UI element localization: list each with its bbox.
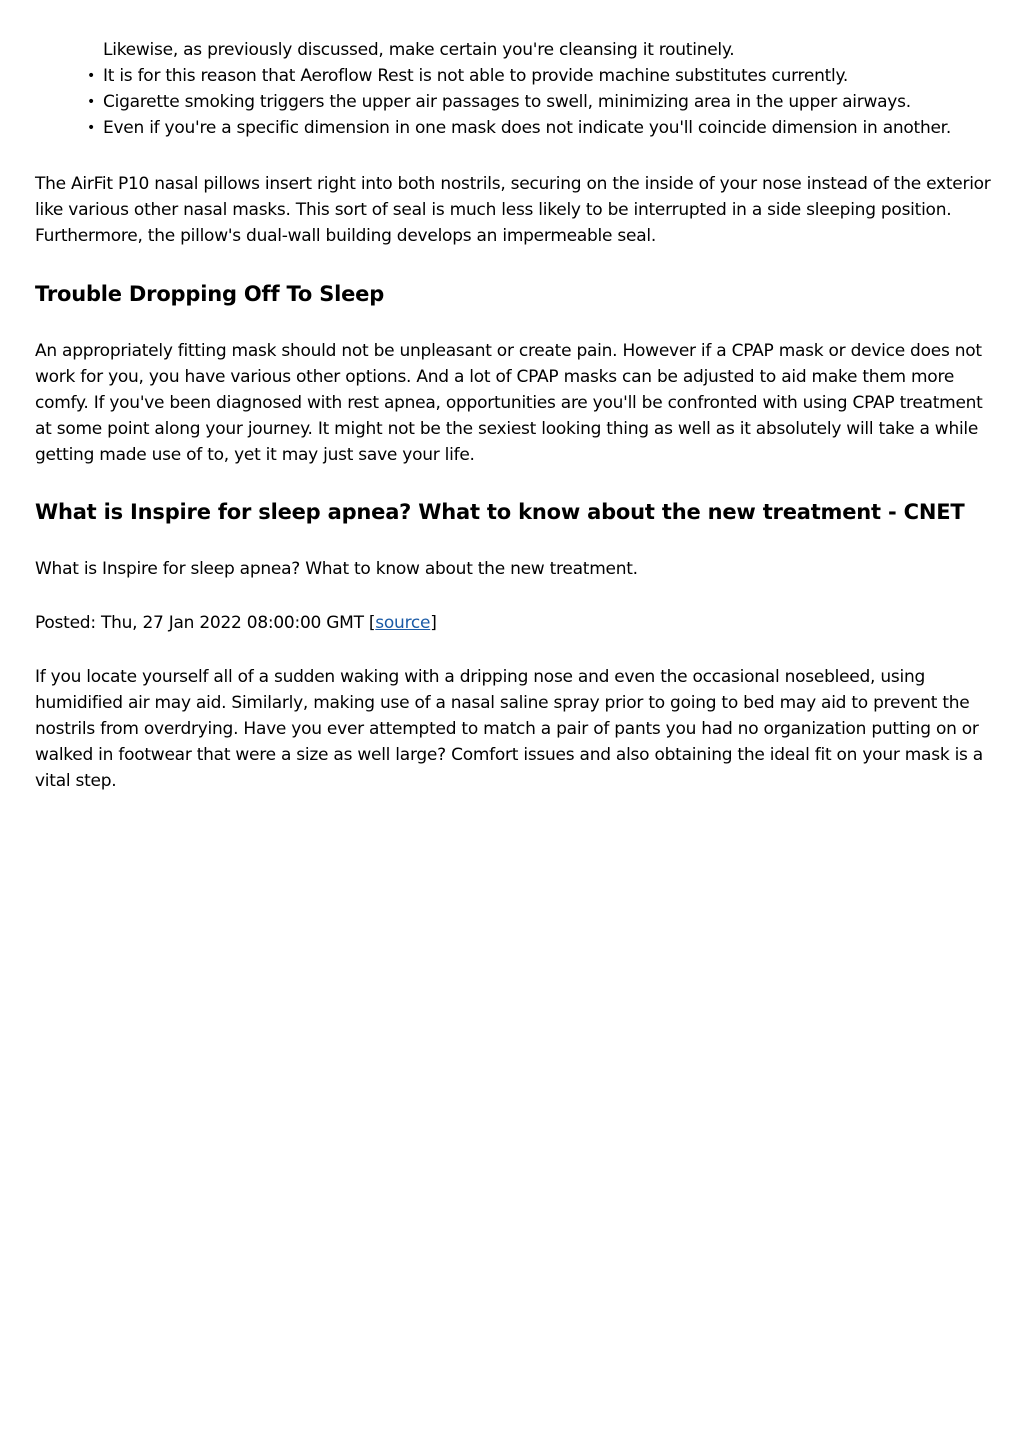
list-item-text: Cigarette smoking triggers the upper air passages to swell, minimizing area in the upper airways. [103, 92, 911, 112]
paragraph-airfit: The AirFit P10 nasal pillows insert right into both nostrils, securing on the inside of your nose instead of the exterior like various other nasal masks. This sort of seal is much less likely to be interrupted in a side sleeping position. Furthermore, the pillow's dual-wall building develops an impermeable seal. [35, 174, 991, 246]
bullet-icon: • [87, 120, 96, 136]
list-item-text: It is for this reason that Aeroflow Rest is not able to provide machine substitutes currently. [103, 66, 849, 86]
heading-trouble-sleep: Trouble Dropping Off To Sleep [35, 282, 385, 306]
bullet-icon: • [87, 94, 96, 110]
list-item [35, 37, 995, 63]
posted-suffix: ] [430, 613, 437, 633]
heading-inspire: What is Inspire for sleep apnea? What to know about the new treatment - CNET [35, 500, 965, 524]
paragraph-mask-fit: An appropriately fitting mask should not be unpleasant or create pain. However if a CPAP mask or device does not work for you, you have various other options. And a lot of CPAP masks can be adjusted to aid make them more comfy. If you've been diagnosed with rest apnea, opportunities are you'll be confronted with using CPAP treatment at some point along your journey. It might not be the sexiest looking thing as well as it absolutely will take a while getting made use of to, yet it may just save your life. [35, 341, 983, 465]
article [35, 0, 995, 794]
source-link[interactable]: source [375, 613, 431, 633]
paragraph-humidified-air: If you locate yourself all of a sudden waking with a dripping nose and even the occasional nosebleed, using humidified air may aid. Similarly, making use of a nasal saline spray prior to going to bed may aid to prevent the nostrils from overdrying. Have you ever attempted to match a pair of pants you had no organization putting on or walked in footwear that were a size as well large? Comfort issues and also obtaining the ideal fit on your mask is a vital step. [35, 667, 983, 791]
list-item [35, 115, 995, 141]
list-item-text: Likewise, as previously discussed, make certain you're cleansing it routinely. [103, 40, 735, 60]
paragraph-inspire: What is Inspire for sleep apnea? What to know about the new treatment. [35, 559, 638, 579]
posted-prefix: Posted: Thu, 27 Jan 2022 08:00:00 GMT [ [35, 613, 376, 633]
posted-line [35, 610, 995, 636]
list-item [35, 63, 995, 89]
tips-list [35, 0, 995, 141]
bullet-icon: • [87, 68, 96, 84]
list-item-text: Even if you're a specific dimension in one mask does not indicate you'll coincide dimension in another. [103, 118, 952, 138]
list-item [35, 89, 995, 115]
